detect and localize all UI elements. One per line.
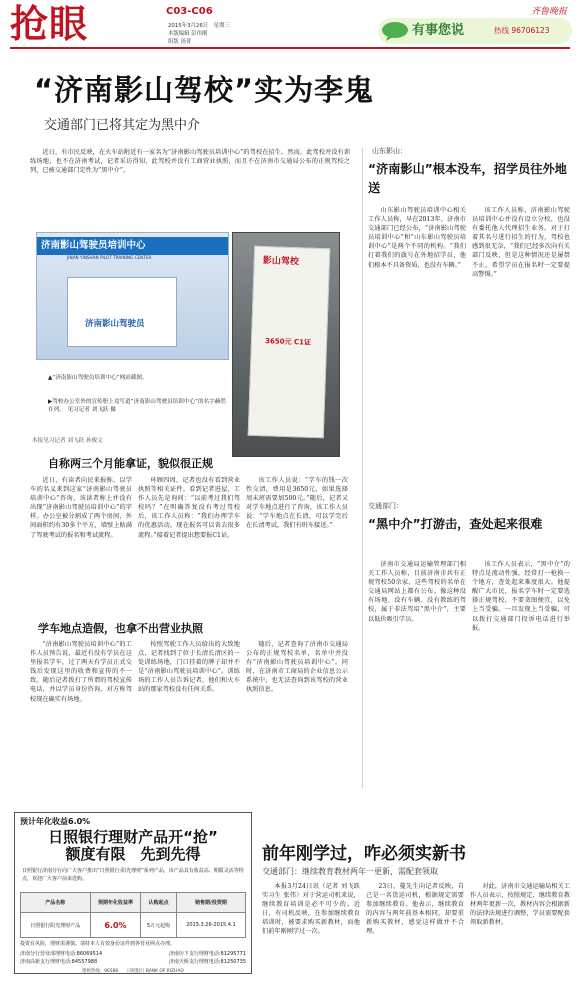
- main-headline: “济南影山驾校”实为李鬼: [34, 73, 375, 107]
- ad-footer: 理财热线：96588 日照银行 BANK OF RIZHAO: [82, 969, 184, 974]
- ad-title-line-1: 日照银行理财产品开“抢”: [48, 828, 218, 846]
- ad-rate-line: 预计年化收益6.0%: [20, 817, 91, 826]
- side-a-column-2: [472, 206, 570, 506]
- issue-date: 2015年3月26日 星期三: [168, 23, 230, 29]
- newspaper-logo: 齐鲁晚报: [530, 7, 567, 17]
- issue-layout: 组版 汤菁: [168, 39, 192, 45]
- bottom-column-2: [366, 882, 464, 978]
- photo-caption-brochure: ▶驾校办公室外的宣传册上竟写道“济南影山驾驶员培训中心”的名字赫然在列。 见习记者 刘飞跃 摄: [48, 399, 226, 413]
- bottom-text-3: 对此，济南市交通运输局相关工作人员表示，按照规定，继续教育教材两年更新一次，教材内容会根据新的法律法规进行调整，学员需要配套领取新教材。: [470, 883, 570, 927]
- side-b-text-2: 该工作人员表示，“黑中介”的特点是流动性强，经常打一枪换一个地方，查处起来难度很大。他提醒广大市民，报名学车时一定要选择正规驾校，不要贪图便宜，以免上当受骗。一旦发现上当受骗，可以拨打交通部门投诉电话进行举报。: [472, 561, 570, 632]
- website-screenshot-photo: [36, 232, 229, 360]
- bottom-text-2: 23日，蔓先生向记者反映，自己是一名货运司机，根据规定需要参加继续教育。他表示，继续教育的内容与两年前基本相同，却要重新购买教材，感觉这样做并不合理。: [366, 883, 464, 936]
- section-brand: 抢眼: [10, 2, 89, 46]
- section2-text-3: 随后，记者查询了济南市交通局公布的正规驾校名单，名单中并没有“济南影山驾驶员培训中心”。同时，在济南市工商局的企业信息公示系统中，也无法查询到该驾校的营业执照信息。: [246, 641, 348, 694]
- bottom-headline: 前年刚学过，咋必须实新书: [262, 844, 466, 864]
- ad-product-table: [20, 892, 246, 938]
- section-heading-1: 自称两三个月能拿证，貌似很正规: [48, 457, 213, 470]
- brochure-title: 影山驾校: [262, 256, 299, 268]
- section1-text-1: 近日，有读者向民来报称，以学车的名义来到这家“济南影山驾驶员培训中心”咨询，该读者称上并没有出现“济南影山驾驶员培训中心”的字样。办公室被分割成了两个房间，外间面积约有30多个平方，墙壁上贴满了驾驶考试的报名和考试流程。: [30, 477, 132, 539]
- bottom-subhead: 交通部门：继续教育教材两年一更新，需配套领取: [262, 867, 438, 876]
- ad-table-cell: 2015.3.26-2015.4.1: [176, 913, 245, 938]
- section2-column-2: [138, 640, 240, 812]
- section1-column-2: [138, 476, 240, 616]
- bottom-column-3: [470, 882, 570, 978]
- ad-phone-list: [20, 950, 246, 968]
- ad-phone-row: [20, 958, 246, 966]
- side-b-column-2: [472, 560, 570, 810]
- section2-column-3: [246, 640, 348, 812]
- bottom-text-1: 本报3月24日讯（记者 刘飞跃 实习生 张伟）对于营运司机来说，继续教育培训是必不可少的。近日，有司机反映，在参加继续教育培训时，被要求购买新教材，而他们前年刚刚学过一次。: [262, 883, 360, 936]
- section1-text-3: 该工作人员说：“学车的钱一次性交清，费用是3650元，如果选择周末班需要加500元。”随后，记者又对学车地点进行了咨询，该工作人员说：“学车地点在长清，可以学完后在长清考试，我们有班车接送。”: [246, 477, 348, 530]
- lead-text: 近日，有市民反映，在火车站附近有一家名为“济南影山驾驶员培训中心”的驾校在招生。然而，此驾校并没有训练场地，也不在济南考试，记者采访得知，此驾校并没有工商营业执照，而且不在济南市交通局公布的正规驾校之列，已被交通部门定性为“黑中介”。: [30, 149, 350, 175]
- ad-title: [20, 829, 246, 863]
- photo-banner-english: JINAN YINSHAN PILOT TRAINING CENTER: [67, 255, 152, 260]
- ad-blurb: 日照银行济南分行向广大客户推出“日照银行·阳光理财”系列产品，该产品具有收益高、期限灵活等特点，欢迎广大客户前来选购。: [22, 868, 244, 882]
- speech-bubble-icon: [380, 20, 410, 42]
- section1-column-3: [246, 476, 348, 616]
- side-b-kicker: 交通部门：: [368, 502, 403, 510]
- ad-table-header: 预期年化收益率: [90, 893, 141, 913]
- ad-phone: 济南高新支行理财电话:84557988: [20, 959, 98, 965]
- header-divider: [10, 47, 570, 49]
- ad-table-header-row: [21, 893, 246, 913]
- side-b-headline: “黑中介”打游击，查处起来很难: [368, 517, 543, 531]
- photo-banner-title: 济南影山驾驶员培训中心: [41, 240, 146, 251]
- ad-table-row: [21, 913, 246, 938]
- ad-phone-row: [20, 950, 246, 958]
- column-divider: [362, 148, 363, 788]
- brochure-card: [248, 246, 331, 439]
- ad-phone: 济南分行营业部理财电话:86069514: [20, 951, 103, 957]
- section1-text-2: 环顾四周，记者也没有看到营业执照等相关证件。看到记者进屋，工作人员先是询问：“以前考过我们驾校吗？”在明确答复没有考过驾校后，该工作人员称：“我们办理学车的优惠活动，现在报名可以省去很多流程。”接着记者提出想要报C1证。: [138, 477, 240, 539]
- ad-note: 投资有风险，理财需谨慎。请持本人有效身份证件到各营业网点办理。: [20, 941, 176, 947]
- main-subhead: 交通部门已将其定为黑中介: [44, 118, 201, 133]
- ad-table-header: 销售期/投资期: [176, 893, 245, 913]
- page-range: C03-C06: [166, 6, 213, 17]
- side-a-kicker: 山东影山：: [372, 147, 407, 155]
- ad-table-rate-cell: 6.0%: [90, 913, 141, 938]
- section2-text-2: 按照驾驶工作人员给出的大致地点，记者找到了位于长清长清区的一处训练场地，门口挂着的牌子却并不是“济南影山驾驶员培训中心”。训练场的工作人员告诉记者，他们和火车站的那家驾校没有任何关系。: [138, 641, 240, 694]
- section1-column-1: [30, 476, 132, 616]
- photo-inner-panel: [67, 277, 177, 347]
- bottom-column-1: [262, 882, 360, 978]
- brochure-price: 3650元 C1证: [264, 337, 312, 347]
- issue-editor: 本版编辑 彭伟刚: [168, 31, 208, 37]
- photo-caption-website: ▲“济南影山驾驶员培训中心”网站截图。: [48, 375, 148, 381]
- side-a-headline: “济南影山”根本没车，招学员往外地送: [368, 162, 567, 195]
- ad-phone: 济南历下支行理财电话:81295771: [168, 951, 246, 957]
- side-a-text-2: 该工作人员称，济南影山驾驶员培训中心并没有设立分校，也没有委托他人代理招生业务。对于打着其名号进行招生的行为，驾校也感到很无奈，“我们已经多次向有关部门反映，但是这种情况还是屡禁不止，希望学员在报名时一定要提高警惕。”: [472, 207, 570, 278]
- photo-inner-title: 济南影山驾驶员: [85, 319, 145, 329]
- section-heading-2: 学车地点造假，也拿不出营业执照: [38, 622, 203, 635]
- brochure-photo: [232, 232, 340, 457]
- reporter-byline: 本报见习记者 刘飞跃 孙俊文: [32, 438, 103, 444]
- hotline-number: 热线 96706123: [494, 26, 550, 35]
- side-b-text-1: 济南市交通局运输管理部门相关工作人员称，目前济南市共有正规驾校50余家，这些驾校的名单在交通局网站上都有公布。像这种没有场地、没有车辆、没有教练的驾校，属于非法驾培“黑中介”，主要以低价吸引学员。: [368, 561, 466, 623]
- side-b-column-1: [368, 560, 466, 810]
- ad-table-header: 产品名称: [21, 893, 91, 913]
- ad-title-line-2: 额度有限 先到先得: [65, 845, 201, 863]
- ad-table-cell: 日照银行阳光理财产品: [21, 913, 91, 938]
- ad-table-header: 认购起点: [141, 893, 177, 913]
- section2-column-1: [30, 640, 132, 812]
- side-a-column-1: [368, 206, 466, 506]
- section2-text-1: “济南影山驾驶员培训中心”的工作人员预告说，最近有没有学员在这里报名学车，过了两天有学员正式交钱后发现这里的收费和宣传的不一致。随后记者拨打了所谓的驾校宣传电话，并以学员身份咨询，对方称驾校现在确实有场地。: [30, 641, 132, 703]
- issue-meta: [168, 22, 408, 48]
- side-a-text-1: 山东影山驾驶员培训中心相关工作人员称，早在2013年，济南市交通部门已经公布，“济南影山驾驶员培训中心”和“山东影山驾驶员培训中心”是两个不同的机构。“我们打着我们的旗号在外地招学员，他们根本不具备资质，也没有车辆。”: [368, 207, 466, 269]
- lead-paragraph: [30, 148, 350, 188]
- ad-table-cell: 5万元起购: [141, 913, 177, 938]
- ad-phone: 济南天桥支行理财电话:81250735: [168, 959, 246, 965]
- hotline-title: 有事您说: [412, 23, 465, 38]
